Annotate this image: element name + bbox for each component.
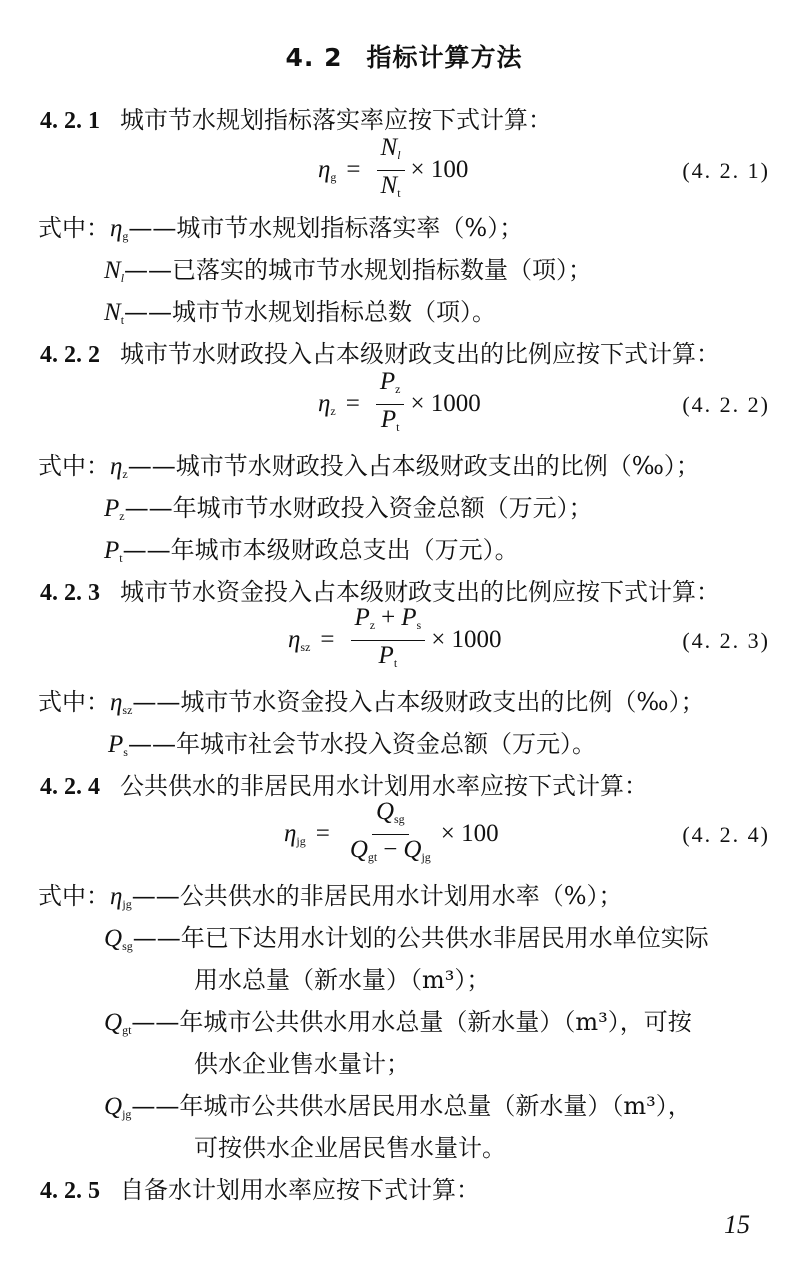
definition-line: 式中：$\eta_z——$城市节水财政投入占本级财政支出的比例（‰）；	[38, 452, 700, 481]
page-number: 15	[724, 1210, 750, 1239]
definition-line: 式中：$\eta_{jg}——$公共供水的非居民用水计划用水率（%）；	[38, 882, 623, 911]
clause-4-2-5	[40, 1170, 778, 1205]
formula-4-2-4: $\eta_{jg}$ = $\frac{Q_{sg}}{Q_{gt} - Q_{jg}}$ × 100 (4. 2. 4)	[284, 797, 770, 864]
formula-4-2-3: $\eta_{sz}$ = $\frac{P_z + P_s}{P_t}$ × 1000 (4. 2. 3)	[288, 603, 770, 670]
section-number: 4. 2	[285, 43, 343, 72]
definition-line: $P_z——$年城市节水财政投入资金总额（万元）；	[104, 494, 593, 523]
formula-lhs: $\eta_g$	[318, 155, 337, 184]
definition-continuation: 可按供水企业居民售水量计。	[194, 1134, 506, 1162]
definition-line: 式中：$\eta_g——$城市节水规划指标落实率（%）；	[38, 214, 524, 243]
equation-number: (4. 2. 2)	[682, 392, 770, 417]
clause-number: 4. 2. 2	[40, 342, 100, 368]
clause-4-2-1	[40, 100, 778, 135]
definition-line: $Q_{jg}——$年城市公共供水居民用水总量（新水量）（m³），	[104, 1092, 692, 1121]
definition-line: $P_s——$年城市社会节水投入资金总额（万元）。	[108, 730, 596, 759]
clause-text: 城市节水财政投入占本级财政支出的比例应按下式计算：	[120, 340, 720, 368]
definition-line: 式中：$\eta_{sz}——$城市节水资金投入占本级财政支出的比例（‰）；	[38, 688, 705, 717]
clause-number: 4. 2. 1	[40, 108, 100, 134]
formula-4-2-2: $\eta_z$ = $\frac{P_z}{P_t}$ × 1000 (4. 2. 2)	[318, 367, 770, 434]
definition-line: $N_l——$已落实的城市节水规划指标数量（项）；	[104, 256, 593, 285]
equation-number: (4. 2. 1)	[682, 158, 770, 183]
definition-line: $Q_{sg}——$年已下达用水计划的公共供水非居民用水单位实际	[104, 924, 709, 953]
definition-line: $P_t——$年城市本级财政总支出（万元）。	[104, 536, 519, 565]
clause-4-2-4	[40, 766, 778, 801]
formula-fraction: $\frac{N_l}{N_t}$	[377, 135, 405, 206]
definition-continuation: 用水总量（新水量）（m³）；	[194, 966, 491, 994]
clause-text: 自备水计划用水率应按下式计算：	[120, 1176, 480, 1204]
clause-number: 4. 2. 3	[40, 580, 100, 606]
clause-number: 4. 2. 4	[40, 774, 100, 800]
definition-line: $N_t——$城市节水规划指标总数（项）。	[104, 298, 497, 327]
clause-text: 城市节水资金投入占本级财政支出的比例应按下式计算：	[120, 578, 720, 606]
clause-4-2-3	[40, 572, 778, 607]
clause-text: 公共供水的非居民用水计划用水率应按下式计算：	[120, 772, 648, 800]
formula-factor: × 100	[410, 156, 469, 183]
definition-continuation: 供水企业售水量计；	[194, 1050, 410, 1078]
formula-4-2-1: $\eta_g$ = $\frac{N_l}{N_t}$ × 100 (4. 2. 1)	[0, 140, 808, 200]
clause-number: 4. 2. 5	[40, 1178, 100, 1204]
clause-text: 城市节水规划指标落实率应按下式计算：	[120, 106, 552, 134]
clause-4-2-2	[40, 334, 778, 369]
definition-line: $Q_{gt}——$年城市公共供水用水总量（新水量）（m³），可按	[104, 1008, 692, 1037]
equation-number: (4. 2. 3)	[682, 628, 770, 653]
equation-number: (4. 2. 4)	[682, 822, 770, 847]
section-title: 指标计算方法	[366, 43, 523, 72]
section-heading	[0, 38, 808, 74]
